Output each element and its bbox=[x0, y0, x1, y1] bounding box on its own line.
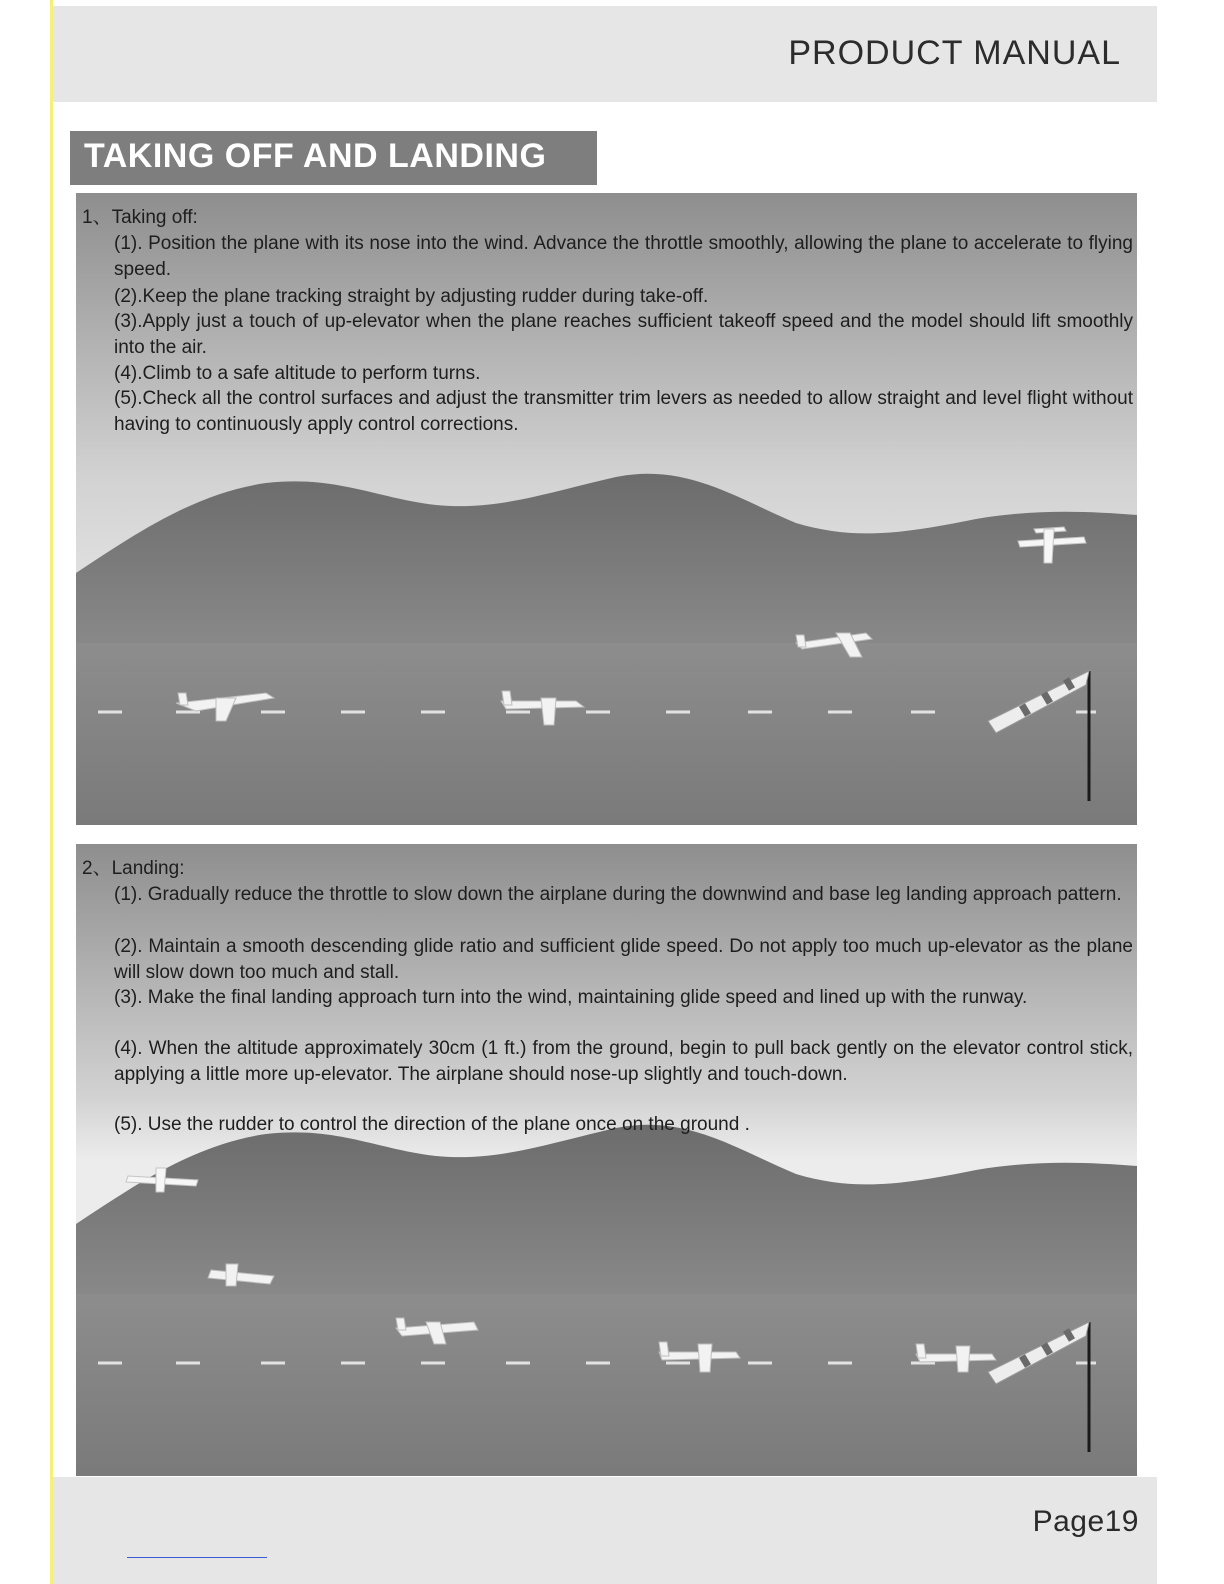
takeoff-step-3: (3).Apply just a touch of up-elevator when the plane reaches sufficient takeoff speed and the model should lift smoothly into the air. bbox=[114, 311, 1133, 358]
landing-step-1: (1). Gradually reduce the throttle to slow down the airplane during the downwind and base leg landing approach pattern. bbox=[114, 884, 1122, 905]
takeoff-heading: 1、Taking off: bbox=[82, 207, 198, 228]
header-band bbox=[53, 6, 1157, 102]
page-header-title: PRODUCT MANUAL bbox=[788, 34, 1121, 72]
takeoff-step-2: (2).Keep the plane tracking straight by adjusting rudder during take-off. bbox=[114, 286, 709, 307]
landing-step-2: (2). Maintain a smooth descending glide ratio and sufficient glide speed. Do not apply too much up-elevator as the plane will slow down too much and stall. bbox=[114, 936, 1133, 983]
takeoff-step-5: (5).Check all the control surfaces and adjust the transmitter trim levers as needed to allow straight and level flight without having to continuously apply control corrections. bbox=[114, 388, 1133, 435]
footer-band bbox=[53, 1477, 1157, 1584]
ground bbox=[76, 1294, 1137, 1476]
landing-heading: 2、Landing: bbox=[82, 858, 185, 879]
landing-step-5: (5). Use the rudder to control the direction of the plane once on the ground . bbox=[114, 1114, 750, 1135]
landing-illustration-panel bbox=[76, 844, 1137, 1476]
takeoff-step-4: (4).Climb to a safe altitude to perform turns. bbox=[114, 363, 481, 384]
takeoff-illustration-panel bbox=[76, 193, 1137, 825]
section-title: TAKING OFF AND LANDING bbox=[84, 137, 547, 175]
page-edge-accent bbox=[50, 0, 53, 1584]
landing-step-3: (3). Make the final landing approach turn into the wind, maintaining glide speed and lined up with the runway. bbox=[114, 987, 1028, 1008]
landing-step-4: (4). When the altitude approximately 30cm (1 ft.) from the ground, begin to pull back gently on the elevator control stick, applying a little more up-elevator. The airplane should nose-up slightly and touch-down. bbox=[114, 1038, 1133, 1085]
takeoff-step-1: (1). Position the plane with its nose into the wind. Advance the throttle smoothly, allowing the plane to accelerate to flying speed. bbox=[114, 233, 1133, 280]
footer-link-underline bbox=[127, 1557, 267, 1558]
page-number: Page19 bbox=[1032, 1505, 1139, 1538]
section-title-bar bbox=[70, 131, 597, 185]
ground bbox=[76, 643, 1137, 825]
